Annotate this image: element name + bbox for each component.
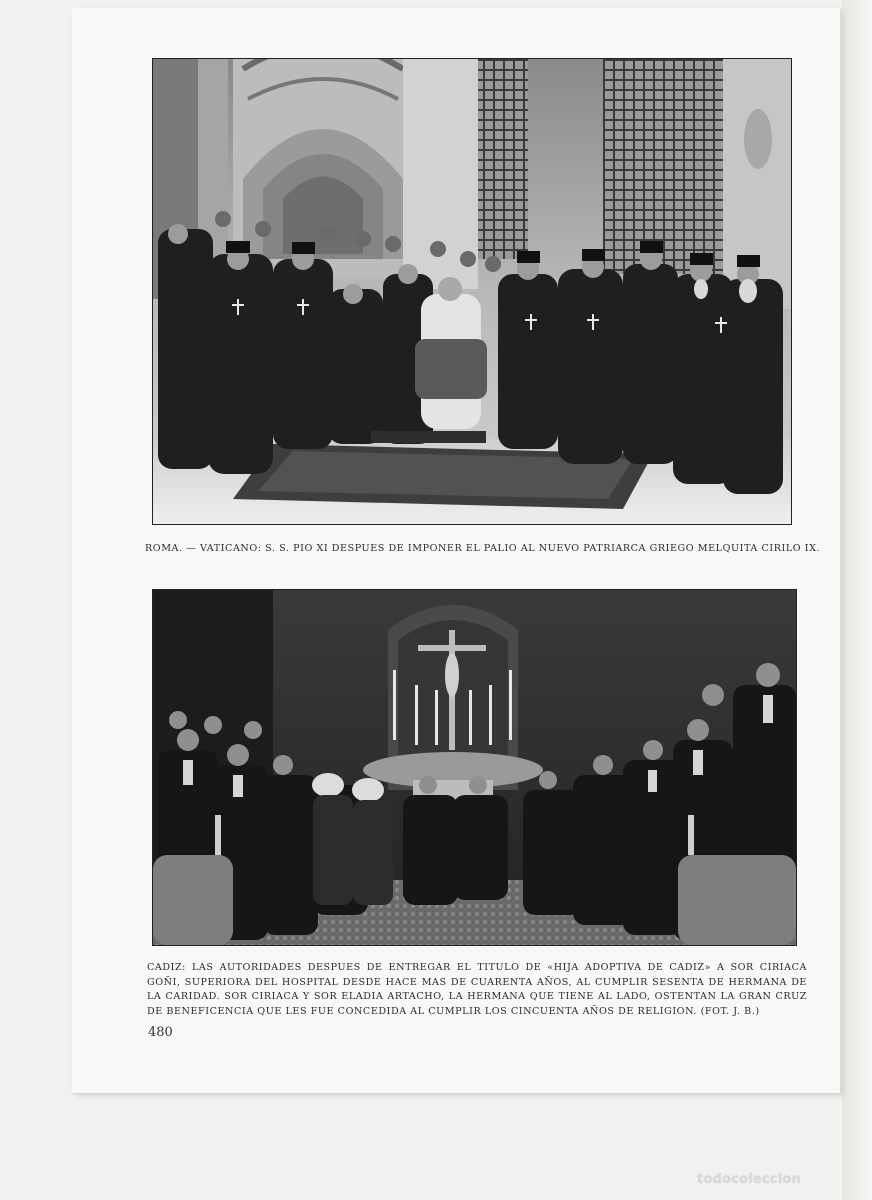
vatican-photo-illustration [153,59,791,524]
page-number: 480 [148,1025,173,1040]
watermark-logo: todocoleccion [697,1172,801,1187]
page-edge [842,0,872,1200]
cadiz-photo-illustration [153,590,796,945]
vatican-group-photo [152,58,792,525]
vatican-photo-caption: ROMA. — VATICANO: S. S. PIO XI DESPUES DE IMPONER EL PALIO AL NUEVO PATRIARCA GRIEGO MELQUITA CIRILO IX. [145,543,821,554]
cadiz-group-photo [152,589,797,946]
cadiz-photo-caption: CADIZ: LAS AUTORIDADES DESPUES DE ENTREGAR EL TITULO DE «HIJA ADOPTIVA DE CADIZ» A SOR CIRIACA GOÑI, SUPERIORA DEL HOSPITAL DESDE HACE MAS DE CUARENTA AÑOS, AL CUMPLIR SESENTA DE HERMANA DE LA CARIDAD. SOR CIRIACA Y SOR ELADIA ARTACHO, LA HERMANA QUE TIENE AL LADO, OSTENTAN LA GRAN CRUZ DE BENEFICENCIA QUE LES FUE CONCEDIDA AL CUMPLIR LOS CINCUENTA AÑOS DE RELIGION. (FOT. J. B.) [147,962,807,1017]
